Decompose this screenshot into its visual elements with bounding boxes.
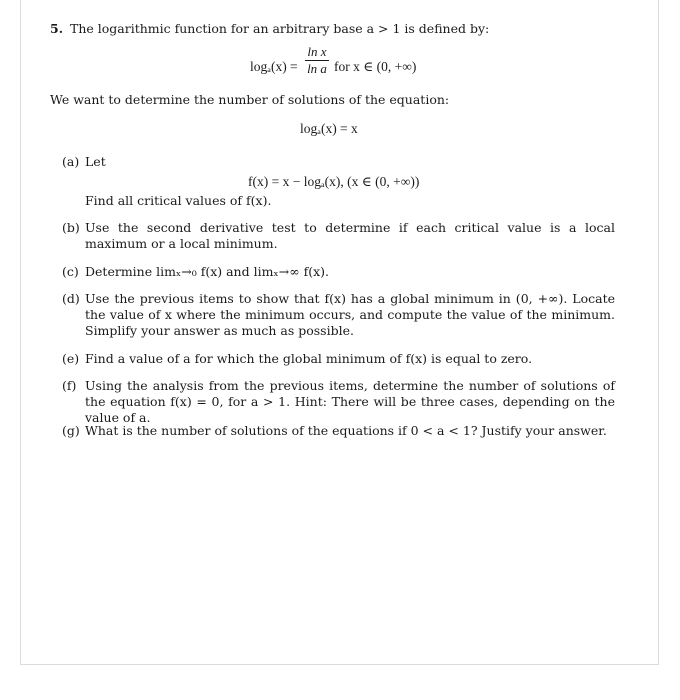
definition-lhs: logₐ(x) = [250, 59, 298, 74]
part-a-label: (a) [62, 154, 80, 169]
part-c-label: (c) [62, 264, 79, 279]
main-equation: logₐ(x) = x [300, 121, 358, 136]
part-a-formula: f(x) = x − logₐ(x), (x ∈ (0, +∞)) [248, 174, 420, 189]
problem-intro: The logarithmic function for an arbitrary base a > 1 is defined by: [70, 21, 490, 36]
part-d-text: Use the previous items to show that f(x) has a global minimum in (0, +∞). Locate the value of x where the minimum occurs, and compute the value of the minimum. Simplify your answer as much as possible. [85, 291, 615, 338]
part-g-text: What is the number of solutions of the equations if 0 < a < 1? Justify your answer. [85, 423, 607, 438]
definition-domain: for x ∈ (0, +∞) [334, 59, 417, 74]
part-d-label: (d) [62, 291, 80, 306]
definition-fraction [305, 45, 329, 76]
part-a-followup: Find all critical values of f(x). [85, 193, 272, 208]
page-border-right [658, 0, 659, 664]
part-b-label: (b) [62, 220, 80, 235]
problem-number: 5. [50, 21, 64, 36]
part-f-label: (f) [62, 378, 77, 393]
part-f-text: Using the analysis from the previous items, determine the number of solutions of the equation f(x) = 0, for a > 1. Hint: There will be three cases, depending on the value of a. [85, 378, 615, 425]
part-a-text: Let [85, 154, 106, 169]
part-e-text: Find a value of a for which the global minimum of f(x) is equal to zero. [85, 351, 533, 366]
problem-goal: We want to determine the number of solutions of the equation: [50, 92, 450, 107]
fraction-denominator: ln a [307, 61, 327, 76]
part-c-text: Determine limₓ→₀ f(x) and limₓ→∞ f(x). [85, 264, 329, 279]
fraction-numerator: ln x [307, 44, 327, 59]
page-border-bottom [20, 664, 659, 665]
page-border-left [20, 0, 21, 664]
part-b-text: Use the second derivative test to determine if each critical value is a local maximum or a local minimum. [85, 220, 615, 251]
part-e-label: (e) [62, 351, 80, 366]
part-g-label: (g) [62, 423, 80, 438]
